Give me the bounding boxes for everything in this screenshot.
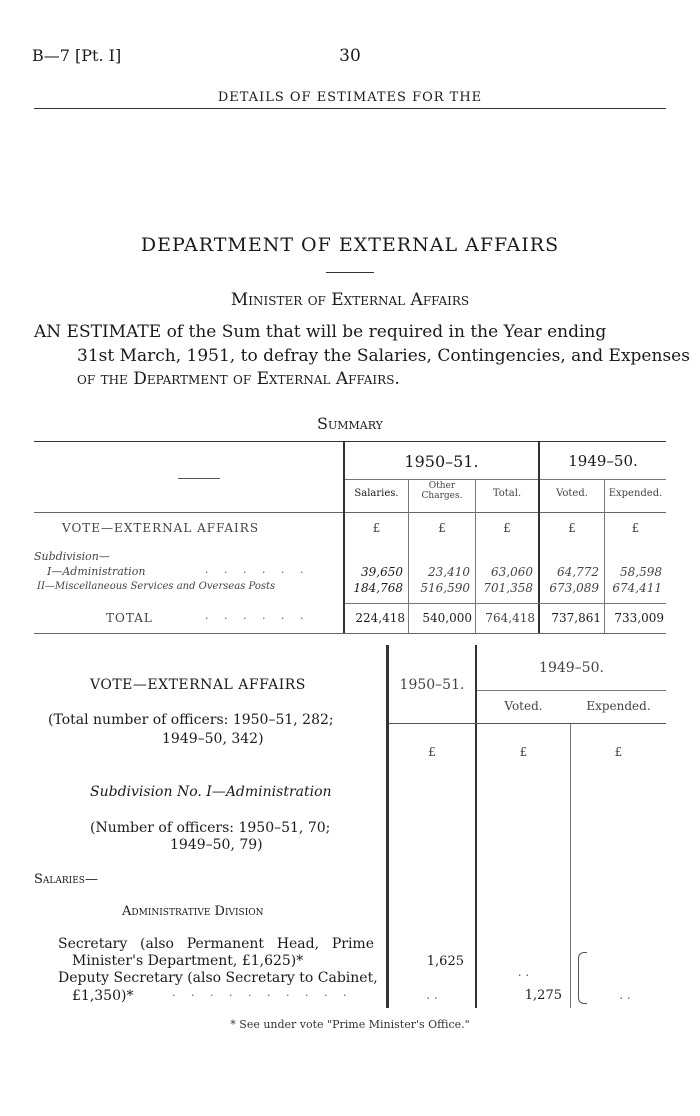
- summary-row-2-total: 701,358: [483, 581, 533, 595]
- currency-voted: £: [568, 521, 576, 535]
- detail-year-current: 1950–51.: [399, 677, 465, 693]
- detail-officers-line-1: (Total number of officers: 1950–51, 282;: [48, 712, 334, 728]
- currency-expended: £: [631, 521, 640, 535]
- detail-sub-officers-line-1: (Number of officers: 1950–51, 70;: [90, 820, 331, 836]
- summary-row-1-label: I—Administration: [47, 565, 146, 578]
- summary-total-voted: 737,861: [551, 611, 601, 625]
- detail-currency-expended: £: [614, 745, 623, 759]
- header-rule: [34, 108, 666, 109]
- summary-vline-2: [408, 479, 409, 633]
- page-number: 30: [339, 46, 361, 66]
- detail-deputy-line-1: Deputy Secretary (also Secretary to Cabinet,: [58, 970, 378, 986]
- summary-row-2-expended: 674,411: [612, 581, 662, 595]
- detail-deputy-value: . .: [426, 988, 438, 1002]
- detail-vote-title: VOTE—EXTERNAL AFFAIRS: [90, 677, 306, 693]
- summary-row-2-other: 516,590: [420, 581, 470, 595]
- detail-bracket: [578, 952, 587, 1004]
- detail-secretary-voted: . .: [517, 965, 530, 979]
- estimate-line-3: of the Department of External Affairs.: [77, 369, 400, 389]
- department-title: DEPARTMENT OF EXTERNAL AFFAIRS: [140, 234, 560, 256]
- summary-bottom-rule: [34, 633, 666, 634]
- detail-division-label: Administrative Division: [122, 904, 264, 919]
- detail-salaries-label: Salaries—: [34, 872, 98, 887]
- summary-row-2-salaries: 184,768: [353, 581, 403, 595]
- detail-vline-3: [570, 724, 571, 1008]
- summary-top-rule: [34, 441, 666, 442]
- estimate-line-2: 31st March, 1951, to defray the Salaries, Contingencies, and Expenses: [77, 346, 690, 366]
- detail-deputy-voted: 1,275: [524, 988, 562, 1003]
- summary-vline-3: [475, 479, 476, 633]
- summary-row-1-other: 23,410: [428, 565, 470, 579]
- col-salaries: Salaries.: [354, 488, 399, 499]
- detail-deputy-expended: . .: [619, 988, 631, 1002]
- running-title: DETAILS OF ESTIMATES FOR THE: [217, 90, 483, 105]
- summary-total-salaries: 224,418: [355, 611, 405, 625]
- currency-other: £: [438, 521, 446, 535]
- summary-total-leaders: . . . . . .: [205, 609, 310, 622]
- summary-row-1-expended: 58,598: [620, 565, 662, 579]
- minister-title: Minister of External Affairs: [230, 290, 470, 310]
- detail-year-rule: [477, 690, 666, 691]
- detail-officers-line-2: 1949–50, 342): [162, 731, 264, 747]
- detail-col-expended: Expended.: [586, 699, 651, 713]
- title-rule: [326, 272, 374, 273]
- summary-total-expended: 733,009: [614, 611, 664, 625]
- page-reference: B—7 [Pt. I]: [32, 46, 122, 65]
- summary-heading: Summary: [317, 414, 383, 433]
- detail-currency-current: £: [428, 745, 436, 759]
- col-voted: Voted.: [556, 488, 588, 499]
- summary-total-label: TOTAL: [106, 611, 153, 625]
- currency-salaries: £: [372, 521, 381, 535]
- summary-row-1-total: 63,060: [491, 565, 533, 579]
- detail-deputy-line-2: £1,350)*: [72, 988, 134, 1004]
- detail-currency-voted: £: [519, 745, 528, 759]
- summary-row-1-voted: 64,772: [557, 565, 599, 579]
- summary-year-current: 1950–51.: [404, 452, 479, 471]
- detail-header-rule: [389, 723, 666, 724]
- currency-total: £: [503, 521, 511, 535]
- col-total: Total.: [492, 488, 522, 499]
- detail-subdivision-title: Subdivision No. I—Administration: [90, 784, 332, 800]
- summary-header-rule: [34, 512, 666, 513]
- summary-vote-label: VOTE—EXTERNAL AFFAIRS: [62, 521, 260, 535]
- detail-year-previous: 1949–50.: [539, 660, 604, 676]
- summary-subdivision-label: Subdivision—: [34, 550, 110, 563]
- summary-year-previous: 1949–50.: [568, 452, 638, 470]
- detail-secretary-line-2: Minister's Department, £1,625)*: [72, 953, 304, 969]
- summary-year-rule: [345, 479, 666, 480]
- summary-total-other: 540,000: [422, 611, 472, 625]
- col-expended: Expended.: [608, 488, 663, 499]
- detail-secretary-line-1: Secretary (also Permanent Head, Prime: [58, 936, 374, 952]
- summary-total-rule: [345, 603, 666, 604]
- summary-total-total: 764,418: [485, 611, 535, 625]
- summary-row-1-salaries: 39,650: [361, 565, 403, 579]
- summary-row-2-voted: 673,089: [549, 581, 599, 595]
- footnote: * See under vote "Prime Minister's Office.": [230, 1018, 470, 1031]
- summary-vline-5: [604, 479, 605, 633]
- estimate-line-1: AN ESTIMATE of the Sum that will be required in the Year ending: [34, 322, 607, 342]
- summary-row-2-label: II—Miscellaneous Services and Overseas Posts: [37, 581, 276, 592]
- detail-secretary-value: 1,625: [426, 954, 464, 969]
- detail-sub-officers-line-2: 1949–50, 79): [170, 837, 263, 853]
- detail-deputy-leaders: . . . . . . . . . .: [172, 986, 353, 999]
- summary-row-1-leaders: . . . . . .: [205, 563, 310, 576]
- detail-col-voted: Voted.: [504, 699, 543, 713]
- col-other-charges: Other Charges.: [421, 481, 463, 501]
- summary-stub-dash: [178, 478, 220, 479]
